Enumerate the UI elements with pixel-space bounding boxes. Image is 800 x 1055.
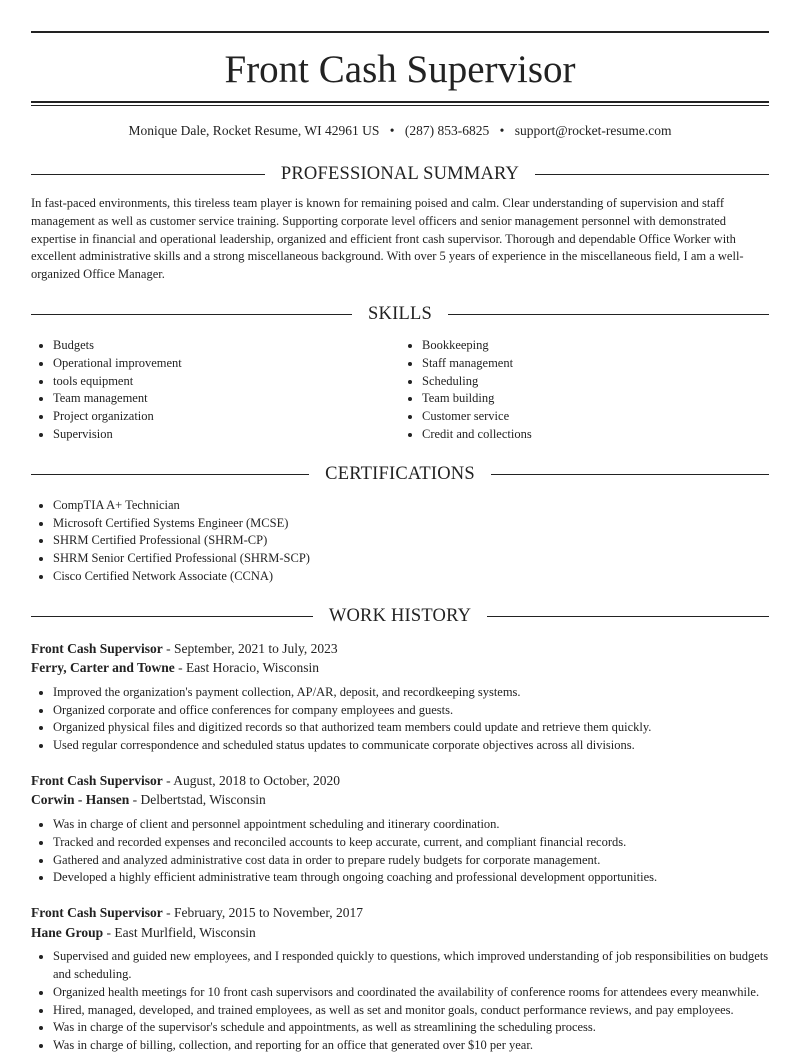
work-heading-text: WORK HISTORY [328, 606, 472, 627]
job-entry [31, 903, 769, 1055]
heading-rule [31, 474, 309, 475]
heading-rule [535, 174, 769, 175]
job-bullet: • Improved the organization's payment collection, AP/AR, deposit, and recordkeeping systems. [53, 684, 769, 702]
heading-rule [448, 314, 769, 315]
certifications-heading-text: CERTIFICATIONS [325, 464, 475, 485]
job-title: Front Cash Supervisor [31, 772, 163, 788]
certifications-heading [31, 464, 769, 486]
contact-separator: • [499, 123, 505, 138]
job-bullet: • Was in charge of billing, collection, and reporting for an office that generated over $10 per year. [53, 1037, 769, 1055]
job-bullet: • Developed a highly efficient administrative team through ongoing coaching and professional development opportunities. [53, 869, 769, 887]
resume-title: Front Cash Supervisor [224, 48, 576, 91]
certification-item: • CompTIA A+ Technician [53, 497, 769, 515]
skill-item: • tools equipment [53, 373, 400, 391]
job-location: - East Horacio, Wisconsin [174, 660, 320, 676]
skill-item: • Supervision [53, 426, 400, 444]
job-bullet: • Used regular correspondence and scheduled status updates to communicate corporate objectives across all divisions. [53, 737, 769, 755]
skills-list [31, 337, 769, 444]
title-double-rule [31, 101, 769, 106]
job-company-line [31, 923, 769, 943]
job-title-line [31, 639, 769, 659]
heading-rule [491, 474, 769, 475]
skills-left-column [31, 337, 400, 444]
skill-item: • Staff management [422, 355, 769, 373]
certification-item: • SHRM Certified Professional (SHRM-CP) [53, 532, 769, 550]
contact-line [31, 123, 769, 143]
certification-item: • Cisco Certified Network Associate (CCNA) [53, 568, 769, 586]
job-bullet: • Organized corporate and office conferences for company employees and guests. [53, 702, 769, 720]
job-location: - East Murlfield, Wisconsin [103, 924, 256, 940]
job-location: - Delbertstad, Wisconsin [129, 792, 266, 808]
skill-item: • Project organization [53, 408, 400, 426]
job-title: Front Cash Supervisor [31, 640, 163, 656]
job-entry [31, 771, 769, 887]
job-company: Ferry, Carter and Towne [31, 660, 175, 676]
heading-rule [487, 616, 769, 617]
job-company: Hane Group [31, 924, 104, 940]
job-dates: - September, 2021 to July, 2023 [162, 640, 338, 656]
certification-item: • SHRM Senior Certified Professional (SHRM-SCP) [53, 550, 769, 568]
skills-heading-text: SKILLS [368, 304, 432, 325]
job-bullet: • Hired, managed, developed, and trained employees, as well as set and monitor goals, conduct performance reviews, and pay employees. [53, 1002, 769, 1020]
certifications-list [31, 497, 769, 586]
heading-rule [31, 616, 313, 617]
job-bullet: • Organized physical files and digitized records so that authorized team members could update and retrieve them quickly. [53, 719, 769, 737]
skill-item: • Credit and collections [422, 426, 769, 444]
contact-address: Monique Dale, Rocket Resume, WI 42961 US [128, 123, 380, 138]
job-bullets [31, 948, 769, 1055]
heading-rule [31, 174, 265, 175]
skill-item: • Operational improvement [53, 355, 400, 373]
work-heading [31, 606, 769, 628]
heading-rule [31, 314, 352, 315]
job-bullet: • Was in charge of the supervisor's schedule and appointments, as well as streamlining the scheduling process. [53, 1019, 769, 1037]
summary-heading-text: PROFESSIONAL SUMMARY [280, 163, 520, 184]
job-dates: - August, 2018 to October, 2020 [162, 772, 340, 788]
job-bullet: • Tracked and recorded expenses and reconciled accounts to keep accurate, current, and compliant financial records. [53, 834, 769, 852]
skill-item: • Team management [53, 390, 400, 408]
skill-item: • Scheduling [422, 373, 769, 391]
skills-right-column [400, 337, 769, 444]
job-title-line [31, 771, 769, 791]
contact-email: support@rocket-resume.com [514, 123, 672, 138]
top-rule [31, 31, 769, 33]
summary-heading [31, 163, 769, 185]
work-history-list [31, 639, 769, 1055]
summary-text: In fast-paced environments, this tireless team player is known for remaining poised and calm. Clear understanding of supervision and staff management as well as customer service training. Supporting corporate level officers and senior management personnel with demonstrated expertise in financial and operational leadership, organized and efficient front cash supervisor. Thorough and dependable Office Worker with excellent administrative skills and a strong miscellaneous background. With over 5 years of experience in the miscellaneous field, I am a well-organized Office Manager. [31, 196, 744, 282]
job-title-line [31, 903, 769, 923]
job-bullet: • Supervised and guided new employees, and I responded quickly to questions, which improved understanding of job responsibilities on budgets and scheduling. [53, 948, 769, 984]
skill-item: • Bookkeeping [422, 337, 769, 355]
job-entry [31, 639, 769, 755]
skills-heading [31, 304, 769, 326]
job-company-line [31, 790, 769, 810]
job-bullets [31, 684, 769, 755]
skill-item: • Budgets [53, 337, 400, 355]
contact-phone: (287) 853-6825 [404, 123, 490, 138]
job-bullet: • Organized health meetings for 10 front cash supervisors and coordinated the availability of conference rooms for attendees every meanwhile. [53, 984, 769, 1002]
skill-item: • Customer service [422, 408, 769, 426]
job-title: Front Cash Supervisor [31, 905, 163, 921]
job-company-line [31, 658, 769, 678]
resume-page [31, 31, 769, 1055]
certification-item: • Microsoft Certified Systems Engineer (MCSE) [53, 515, 769, 533]
job-company: Corwin - Hansen [31, 792, 130, 808]
job-dates: - February, 2015 to November, 2017 [162, 905, 364, 921]
job-bullet: • Gathered and analyzed administrative cost data in order to prepare rudely budgets for corporate management. [53, 852, 769, 870]
contact-separator: • [389, 123, 395, 138]
job-bullet: • Was in charge of client and personnel appointment scheduling and itinerary coordination. [53, 816, 769, 834]
skill-item: • Team building [422, 390, 769, 408]
job-bullets [31, 816, 769, 887]
